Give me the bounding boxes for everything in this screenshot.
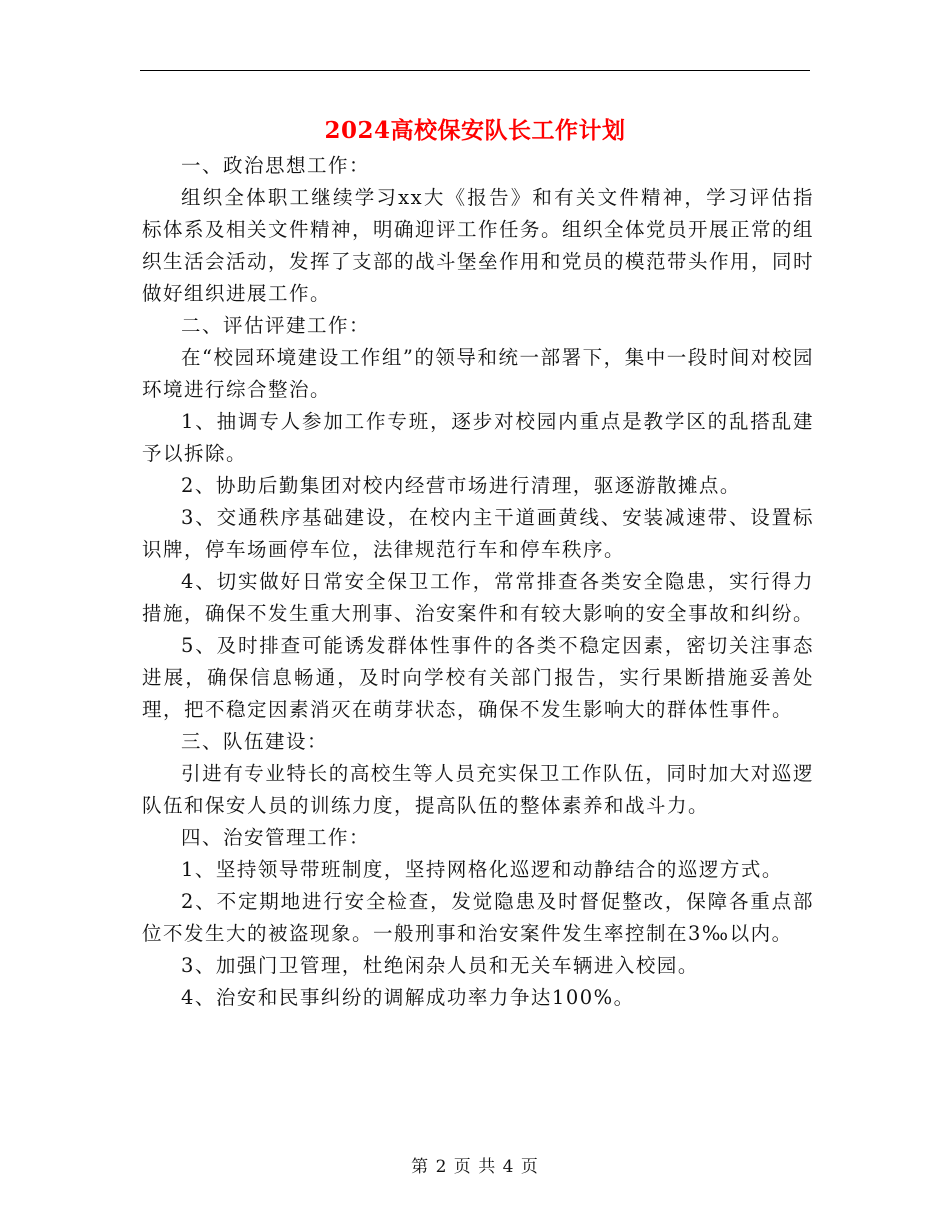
- list-item: 2、不定期地进行安全检查，发觉隐患及时督促整改，保障各重点部位不发生大的被盗现象。一般刑事和治安案件发生率控制在3‰以内。: [142, 890, 814, 945]
- list-item: 4、切实做好日常安全保卫工作，常常排查各类安全隐患，实行得力措施，确保不发生重大刑事、治安案件和有较大影响的安全事故和纠纷。: [142, 570, 815, 625]
- paragraph: 组织全体职工继续学习xx大《报告》和有关文件精神，学习评估指标体系及相关文件精神，明确迎评工作任务。组织全体党员开展正常的组织生活会活动，发挥了支部的战斗堡垒作用和党员的模范带头作用，同时做好组织进展工作。: [142, 186, 815, 305]
- paragraph: 引进有专业特长的高校生等人员充实保卫工作队伍，同时加大对巡逻队伍和保安人员的训练力度，提高队伍的整体素养和战斗力。: [142, 762, 814, 817]
- list-item: 5、及时排查可能诱发群体性事件的各类不稳定因素，密切关注事态进展，确保信息畅通，及时向学校有关部门报告，实行果断措施妥善处理，把不稳定因素消灭在萌芽状态，确保不发生影响大的群体性事件。: [142, 634, 814, 721]
- document-body: [142, 150, 814, 1014]
- header-rule: [140, 70, 810, 71]
- page-footer: [0, 1152, 950, 1177]
- paragraph: 在“校园环境建设工作组”的领导和统一部署下，集中一段时间对校园环境进行综合整治。: [142, 346, 814, 401]
- section-heading-politics: 一、政治思想工作：: [181, 154, 371, 177]
- list-item: 4、治安和民事纠纷的调解成功率力争达100%。: [181, 986, 635, 1009]
- list-item: 3、交通秩序基础建设，在校内主干道画黄线、安装减速带、设置标识牌，停车场画停车位，法律规范行车和停车秩序。: [142, 506, 814, 561]
- page-number: 第 2 页 共 4 页: [411, 1157, 539, 1177]
- section-heading-evaluation: 二、评估评建工作：: [181, 314, 371, 337]
- section-heading-team: 三、队伍建设：: [181, 730, 329, 753]
- list-item: 3、加强门卫管理，杜绝闲杂人员和无关车辆进入校园。: [181, 954, 699, 977]
- section-heading-security: 四、治安管理工作：: [181, 826, 371, 849]
- list-item: 2、协助后勤集团对校内经营市场进行清理，驱逐游散摊点。: [181, 474, 741, 497]
- list-item: 1、抽调专人参加工作专班，逐步对校园内重点是教学区的乱搭乱建予以拆除。: [142, 410, 814, 465]
- document-title: 2024高校保安队长工作计划: [324, 117, 626, 144]
- list-item: 1、坚持领导带班制度，坚持网格化巡逻和动静结合的巡逻方式。: [181, 858, 783, 881]
